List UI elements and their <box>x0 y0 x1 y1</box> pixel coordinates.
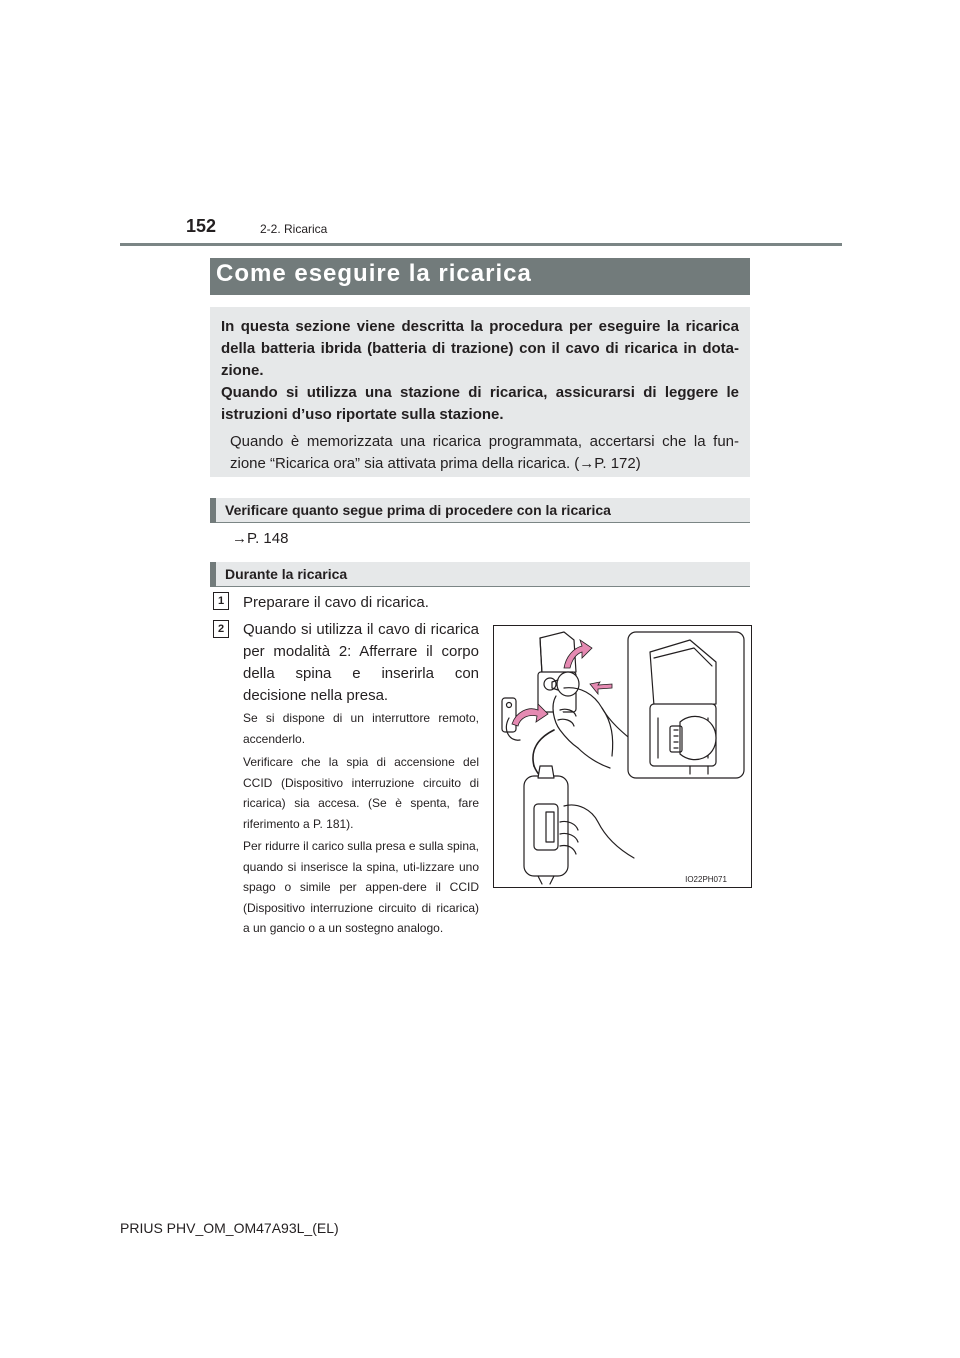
step-1-text: Preparare il cavo di ricarica. <box>243 594 429 611</box>
page-title: Come eseguire la ricarica <box>216 260 532 287</box>
subheading-marker <box>210 498 216 523</box>
subheading-marker <box>210 562 216 587</box>
subheading-check-before-charging <box>210 498 750 523</box>
header-rule <box>120 243 842 246</box>
subheading-during-charging <box>210 562 750 587</box>
intro-paragraph-1: In questa sezione viene descritta la procedura per eseguire la ricarica della batteria ibrida (batteria di trazione) con il cavo di ricarica in dota-zione. <box>221 318 739 379</box>
note-ccid-indicator: Verificare che la spia di accensione del CCID (Dispositivo interruzione circuito di ricarica) sia accesa. (Se è spenta, fare riferimento a P. 181). <box>243 755 479 831</box>
subheading-text: Durante la ricarica <box>225 566 348 582</box>
note-remote-switch: Se si dispone di un interruttore remoto, accenderlo. <box>243 711 479 746</box>
step-number-2: 2 <box>213 620 229 638</box>
plug-illustration-svg <box>494 626 751 887</box>
step-number-1: 1 <box>213 592 229 610</box>
figure-code: IO22PH071 <box>685 875 727 884</box>
intro-paragraph-2: Quando si utilizza una stazione di ricarica, assicurarsi di leggere le istruzioni d’uso riportate sulla stazione. <box>221 384 739 423</box>
note-hang-ccid: Per ridurre il carico sulla presa e sulla spina, quando si inserisce la spina, uti-lizzare uno spago o simile per appen-dere il CCID (Dispositivo interruzione circuito di ricarica) a un gancio o a un sostegno analogo. <box>243 839 479 935</box>
illustration-plug-insertion <box>493 625 752 888</box>
intro-paragraph-3: Quando è memorizzata una ricarica programmata, accertarsi che la fun-zione “Ricarica ora” sia attivata prima della ricarica. (→P. 172) <box>230 433 739 472</box>
page-number: 152 <box>186 216 217 236</box>
step-2-text: Quando si utilizza il cavo di ricarica per modalità 2: Afferrare il corpo della spina e inserirla con decisione nella presa. <box>243 621 479 704</box>
subheading-text: Verificare quanto segue prima di procedere con la ricarica <box>225 502 611 518</box>
page-reference-link[interactable]: →P. 148 <box>232 530 289 547</box>
section-label: 2-2. Ricarica <box>260 222 328 236</box>
footer-doc-code: PRIUS PHV_OM_OM47A93L_(EL) <box>120 1220 339 1236</box>
